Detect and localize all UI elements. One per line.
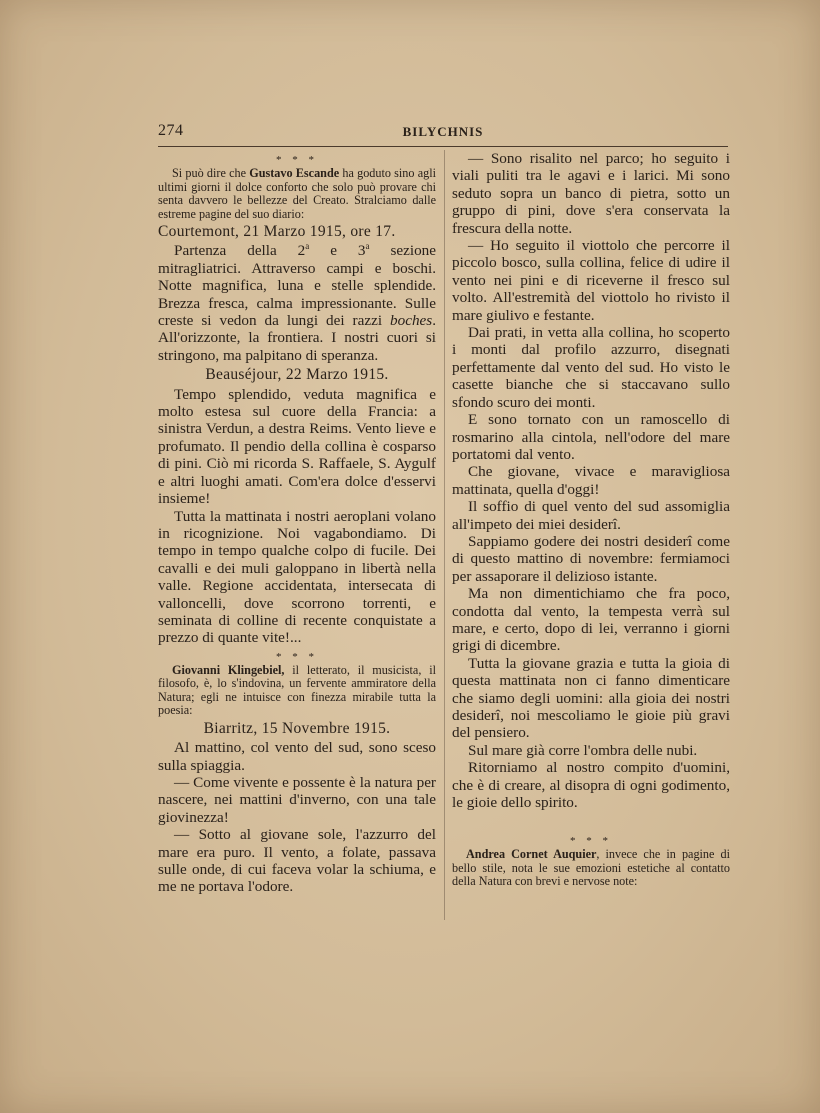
intro-paragraph	[452, 848, 730, 889]
diary-paragraph: — Sono risalito nel parco; ho seguito i viali puliti tra le agavi e i larici. Mi sono seduto sopra un banco di pietra, sotto un gruppo di pini, dove s'era conservata la frescura della notte.	[452, 150, 730, 237]
superscript: a	[365, 241, 370, 252]
intro-klingebiel	[158, 664, 436, 718]
intro-paragraph	[158, 167, 436, 221]
text-run: sezione mitragliatrici. Attraverso campi e boschi. Notte magnifica, luna e stelle splendide. Brezza fresca, calma impressionante. Sulle creste si vedon da lungi dei razzi	[158, 242, 436, 330]
dateline: Courtemont, 21 Marzo 1915, ore 17.	[158, 223, 396, 240]
intro-text: , invece che in pagine di bello stile, nota le sue emozioni estetiche al contatto della Natura con brevi e nervose note:	[452, 847, 730, 889]
spacer	[452, 811, 730, 831]
intro-text: ha goduto sino agli ultimi giorni il dolce conforto che solo può provare chi senta davvero le bellezze del Creato. Stralciamo dalle estreme pagine del suo diario:	[158, 166, 437, 221]
diary-paragraph: Tutta la giovane grazia e tutta la gioia di questa mattinata non ci fanno dimenticare che siamo degli uomini: alla gioia dei nostri desiderî, noi mescoliamo le gioie più gravi del pensiero.	[452, 654, 730, 742]
right-column	[452, 150, 730, 889]
text-run: e 3	[309, 242, 366, 260]
header-rule	[158, 146, 728, 147]
diary-paragraph: Ma non dimentichiamo che fra poco, condotta dal vento, la tempesta verrà sul mare, e certo, dopo di lei, verranno i giorni grigi di dicembre.	[452, 585, 730, 655]
diary-paragraph: Il soffio di quel vento del sud assomiglia all'impeto dei miei desiderî.	[452, 498, 730, 533]
diary-paragraph: — Come vivente e possente è la natura per nascere, nei mattini d'inverno, con una tale giovinezza!	[158, 773, 436, 826]
diary-paragraph: Tempo splendido, veduta magnifica e molto estesa sul cuore della Francia: a sinistra Verdun, a destra Reims. Vento lieve e profumato. Il pendio della collina è cosparso di pini. Ciò mi ricorda S. Raffaele, S. Aygulf e altri luoghi amati. Com'era dolce d'esservi insieme!	[158, 385, 436, 508]
left-column	[158, 150, 436, 896]
diary-paragraph: Ritorniamo al nostro compito d'uomini, che è di creare, al disopra di ogni godimento, le gioie dello spirito.	[452, 759, 730, 812]
diary-paragraph: Che giovane, vivace e maravigliosa mattinata, quella d'oggi!	[452, 463, 730, 498]
diary-paragraph: E sono tornato con un ramoscello di rosmarino alla cintola, nell'odore del mare portatomi dal vento.	[452, 411, 730, 463]
diary-paragraph: Dai prati, in vetta alla collina, ho scoperto i monti dal profilo azzurro, disegnati perfettamente dal vento del sud. Ho visto le casette bianche che si staccavano sullo sfondo scuro dei monti.	[452, 324, 730, 411]
italic-word: boches	[390, 312, 433, 330]
diary-paragraph: — Ho seguito il viottolo che percorre il piccolo bosco, sulla collina, felice di udire il vento nei pini e di riceverne il fresco sul volto. All'estremità del viottolo ho rivisto il mare giulivo e festante.	[452, 237, 730, 324]
page-header	[158, 122, 728, 146]
page-number: 274	[158, 122, 184, 139]
diary-paragraph: — Sotto al giovane sole, l'azzurro del mare era puro. Il vento, a folate, passava sulle onde, di cui faceva volar la schiuma, e me ne portava l'odore.	[158, 826, 436, 896]
diary-paragraph: Sul mare già corre l'ombra delle nubi.	[468, 741, 698, 759]
dateline: Beauséjour, 22 Marzo 1915.	[205, 366, 389, 384]
section-separator: * * *	[570, 835, 612, 848]
superscript: a	[305, 241, 310, 252]
intro-cornet-auquier	[452, 848, 730, 889]
diary-paragraph	[158, 242, 436, 364]
column-divider	[444, 150, 445, 920]
running-title: BILYCHNIS	[402, 124, 484, 139]
intro-text: il letterato, il musicista, il filosofo, è, lo s'indovina, un fervente ammiratore della Natura; egli ne intuisce con finezza mirabile tutta la poesia:	[158, 662, 436, 718]
author-name: Giovanni Klingebiel,	[172, 662, 285, 677]
section-separator: * * *	[276, 154, 318, 166]
diary-paragraph: Tutta la mattinata i nostri aeroplani volano in ricognizione. Noi vagabondiamo. Di tempo in tempo qualche colpo di fucile. Dei cavalli e dei muli galoppano in libertà nella valle. Regione accidentata, intersecata di valloncelli, dove scorrono torrenti, e seminata di colline di recente conquistate a prezzo di quante vite!...	[158, 507, 436, 647]
diary-paragraph: Al mattino, col vento del sud, sono sceso sulla spiaggia.	[158, 739, 436, 774]
section-separator: * * *	[276, 650, 318, 663]
text-run: . All'orizzonte, la frontiera. I nostri cuori si stringono, ma palpitano di speranza.	[158, 312, 436, 364]
text-run: Partenza della 2	[174, 242, 306, 260]
intro-text: Si può dire che	[172, 166, 250, 180]
diary-paragraph: Sappiamo godere dei nostri desiderî come di questo mattino di novembre: fermiamoci per assaporare il delizioso istante.	[452, 532, 730, 585]
intro-paragraph	[158, 664, 436, 718]
author-name: Gustavo Escande	[249, 166, 340, 180]
intro-escande	[158, 167, 436, 221]
author-name: Andrea Cornet Auquier	[466, 847, 597, 862]
dateline: Biarritz, 15 Novembre 1915.	[203, 719, 391, 737]
